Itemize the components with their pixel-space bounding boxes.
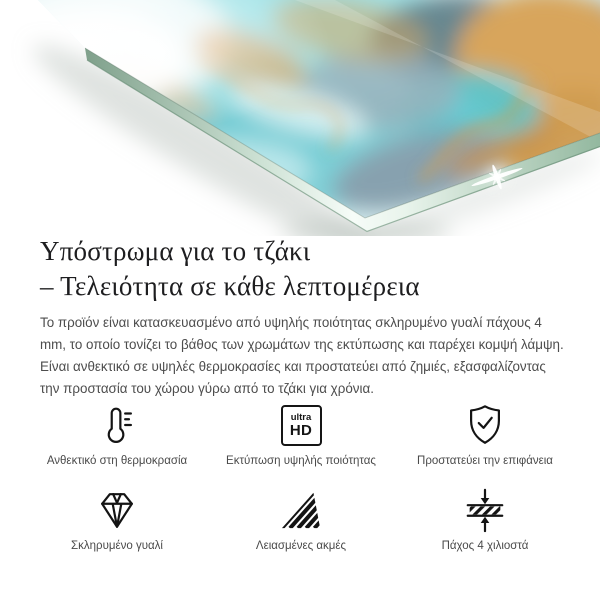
feature-label: Ανθεκτικό στη θερμοκρασία [46, 455, 188, 467]
thickness-icon [462, 487, 508, 533]
diamond-icon [94, 487, 140, 533]
feature-grid [25, 402, 577, 552]
feature-label: Λειασμένες ακμές [255, 540, 347, 552]
glass-panel-illustration [0, 0, 600, 236]
feature-label: Πάχος 4 χιλιοστά [441, 540, 529, 552]
thermometer-icon [94, 402, 140, 448]
polished-edges-icon [278, 487, 324, 533]
ultra-hd-icon: ultra HD [281, 402, 322, 448]
feature-label: Σκληρυμένο γυαλί [71, 540, 163, 552]
page-title-line2: – Τελειότητα σε κάθε λεπτομέρεια [40, 271, 420, 301]
feature-temperature [25, 402, 209, 467]
shield-check-icon [462, 402, 508, 448]
page-title [40, 234, 570, 304]
feature-protection [393, 402, 577, 467]
feature-print-quality [209, 402, 393, 467]
product-description: Το προϊόν είναι κατασκευασμένο από υψηλής ποιότητας σκληρυμένο γυαλί πάχους 4 mm, το οποίο τονίζει το βάθος των χρωμάτων της εκτύπωσης και παρέχει κομψή λάμψη. Είναι ανθεκτικό σε υψηλές θερμοκρασίες και προστατεύει από ζημιές, εξασφαλίζοντας την προστασία του χώρου γύρω από το τζάκι για χρόνια. [40, 315, 564, 396]
feature-thickness [393, 487, 577, 552]
product-image [0, 0, 600, 236]
feature-polished-edges [209, 487, 393, 552]
feature-label: Εκτύπωση υψηλής ποιότητας [226, 455, 376, 467]
page-title-line1: Υπόστρωμα για το τζάκι [40, 236, 311, 266]
feature-label: Προστατεύει την επιφάνεια [417, 455, 553, 467]
feature-tempered-glass [25, 487, 209, 552]
